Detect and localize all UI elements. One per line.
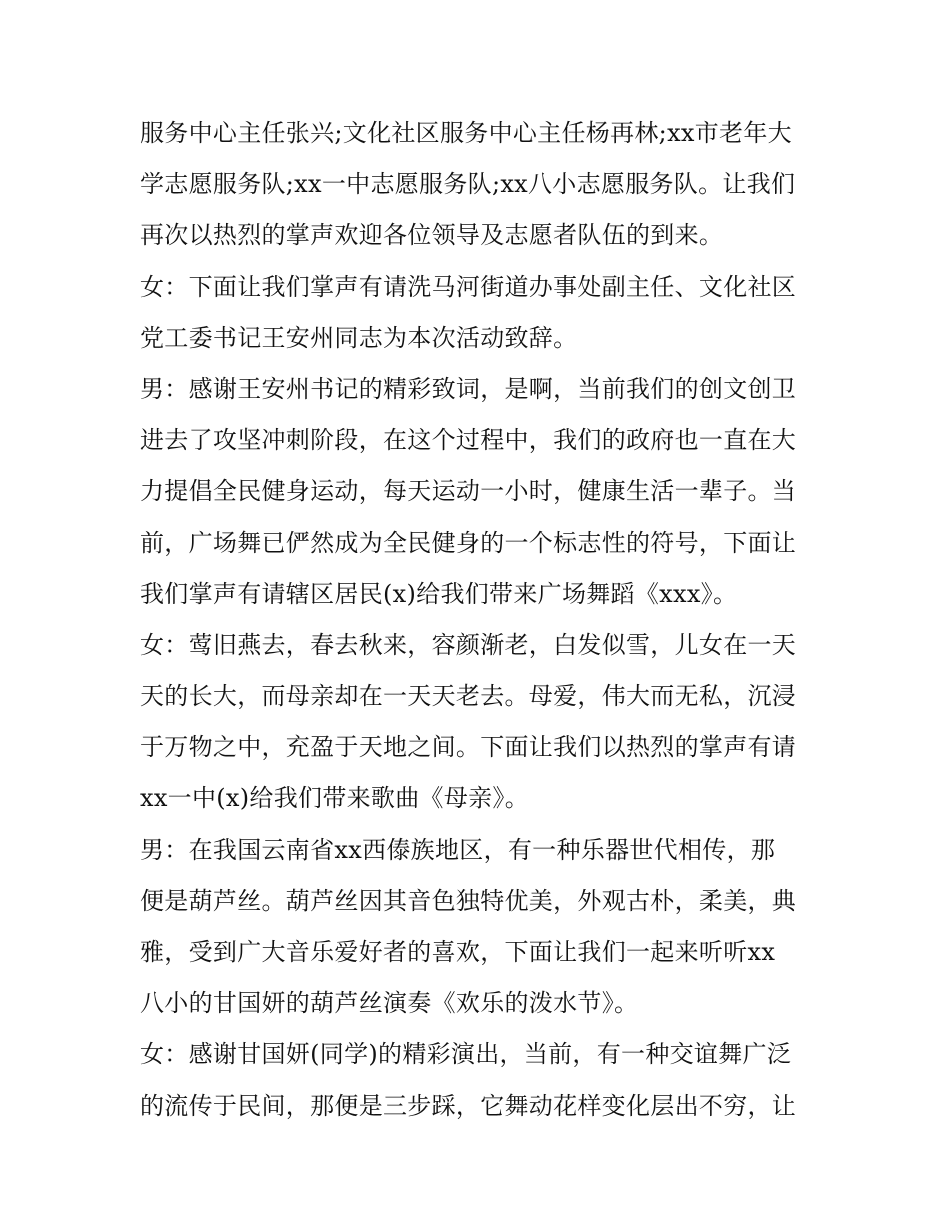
text-line: 八小的甘国妍的葫芦丝演奏《欢乐的泼水节》。 — [140, 989, 639, 1018]
text-line: 女：莺旧燕去，春去秋来，容颜渐老，白发似雪，儿女在一天 — [140, 630, 797, 659]
text-line: 服务中心主任张兴;文化社区服务中心主任杨再林;xx市老年大 — [140, 119, 792, 147]
text-line: 女：下面让我们掌声有请洗马河街道办事处副主任、文化社区 — [140, 272, 797, 301]
text-line: xx一中(x)给我们带来歌曲《母亲》。 — [140, 784, 530, 813]
text-line: 男：在我国云南省xx西傣族地区，有一种乐器世代相传，那 — [140, 835, 776, 864]
text-line: 男：感谢王安州书记的精彩致词，是啊，当前我们的创文创卫 — [140, 374, 797, 403]
text-line: 于万物之中，充盈于天地之间。下面让我们以热烈的掌声有请 — [140, 733, 797, 762]
text-line: 雅，受到广大音乐爱好者的喜欢，下面让我们一起来听听xx — [140, 938, 776, 966]
text-line: 前，广场舞已俨然成为全民健身的一个标志性的符号，下面让 — [140, 528, 797, 557]
text-line: 学志愿服务队;xx一中志愿服务队;xx八小志愿服务队。让我们 — [140, 170, 796, 199]
text-line: 再次以热烈的掌声欢迎各位领导及志愿者队伍的到来。 — [140, 221, 724, 250]
text-line: 进去了攻坚冲刺阶段，在这个过程中，我们的政府也一直在大 — [140, 426, 797, 455]
text-line: 党工委书记王安州同志为本次活动致辞。 — [140, 323, 578, 352]
text-line: 女：感谢甘国妍(同学)的精彩演出，当前，有一种交谊舞广泛 — [140, 1040, 792, 1069]
text-line: 力提倡全民健身运动，每天运动一小时，健康生活一辈子。当 — [140, 477, 797, 506]
text-line: 我们掌声有请辖区居民(x)给我们带来广场舞蹈《xxx》。 — [140, 579, 738, 608]
document-body — [140, 108, 815, 1132]
text-line: 天的长大，而母亲却在一天天老去。母爱，伟大而无私，沉浸 — [140, 682, 797, 711]
text-line: 便是葫芦丝。葫芦丝因其音色独特优美，外观古朴，柔美，典 — [140, 886, 797, 915]
text-line: 的流传于民间，那便是三步踩，它舞动花样变化层出不穷，让 — [140, 1091, 797, 1120]
